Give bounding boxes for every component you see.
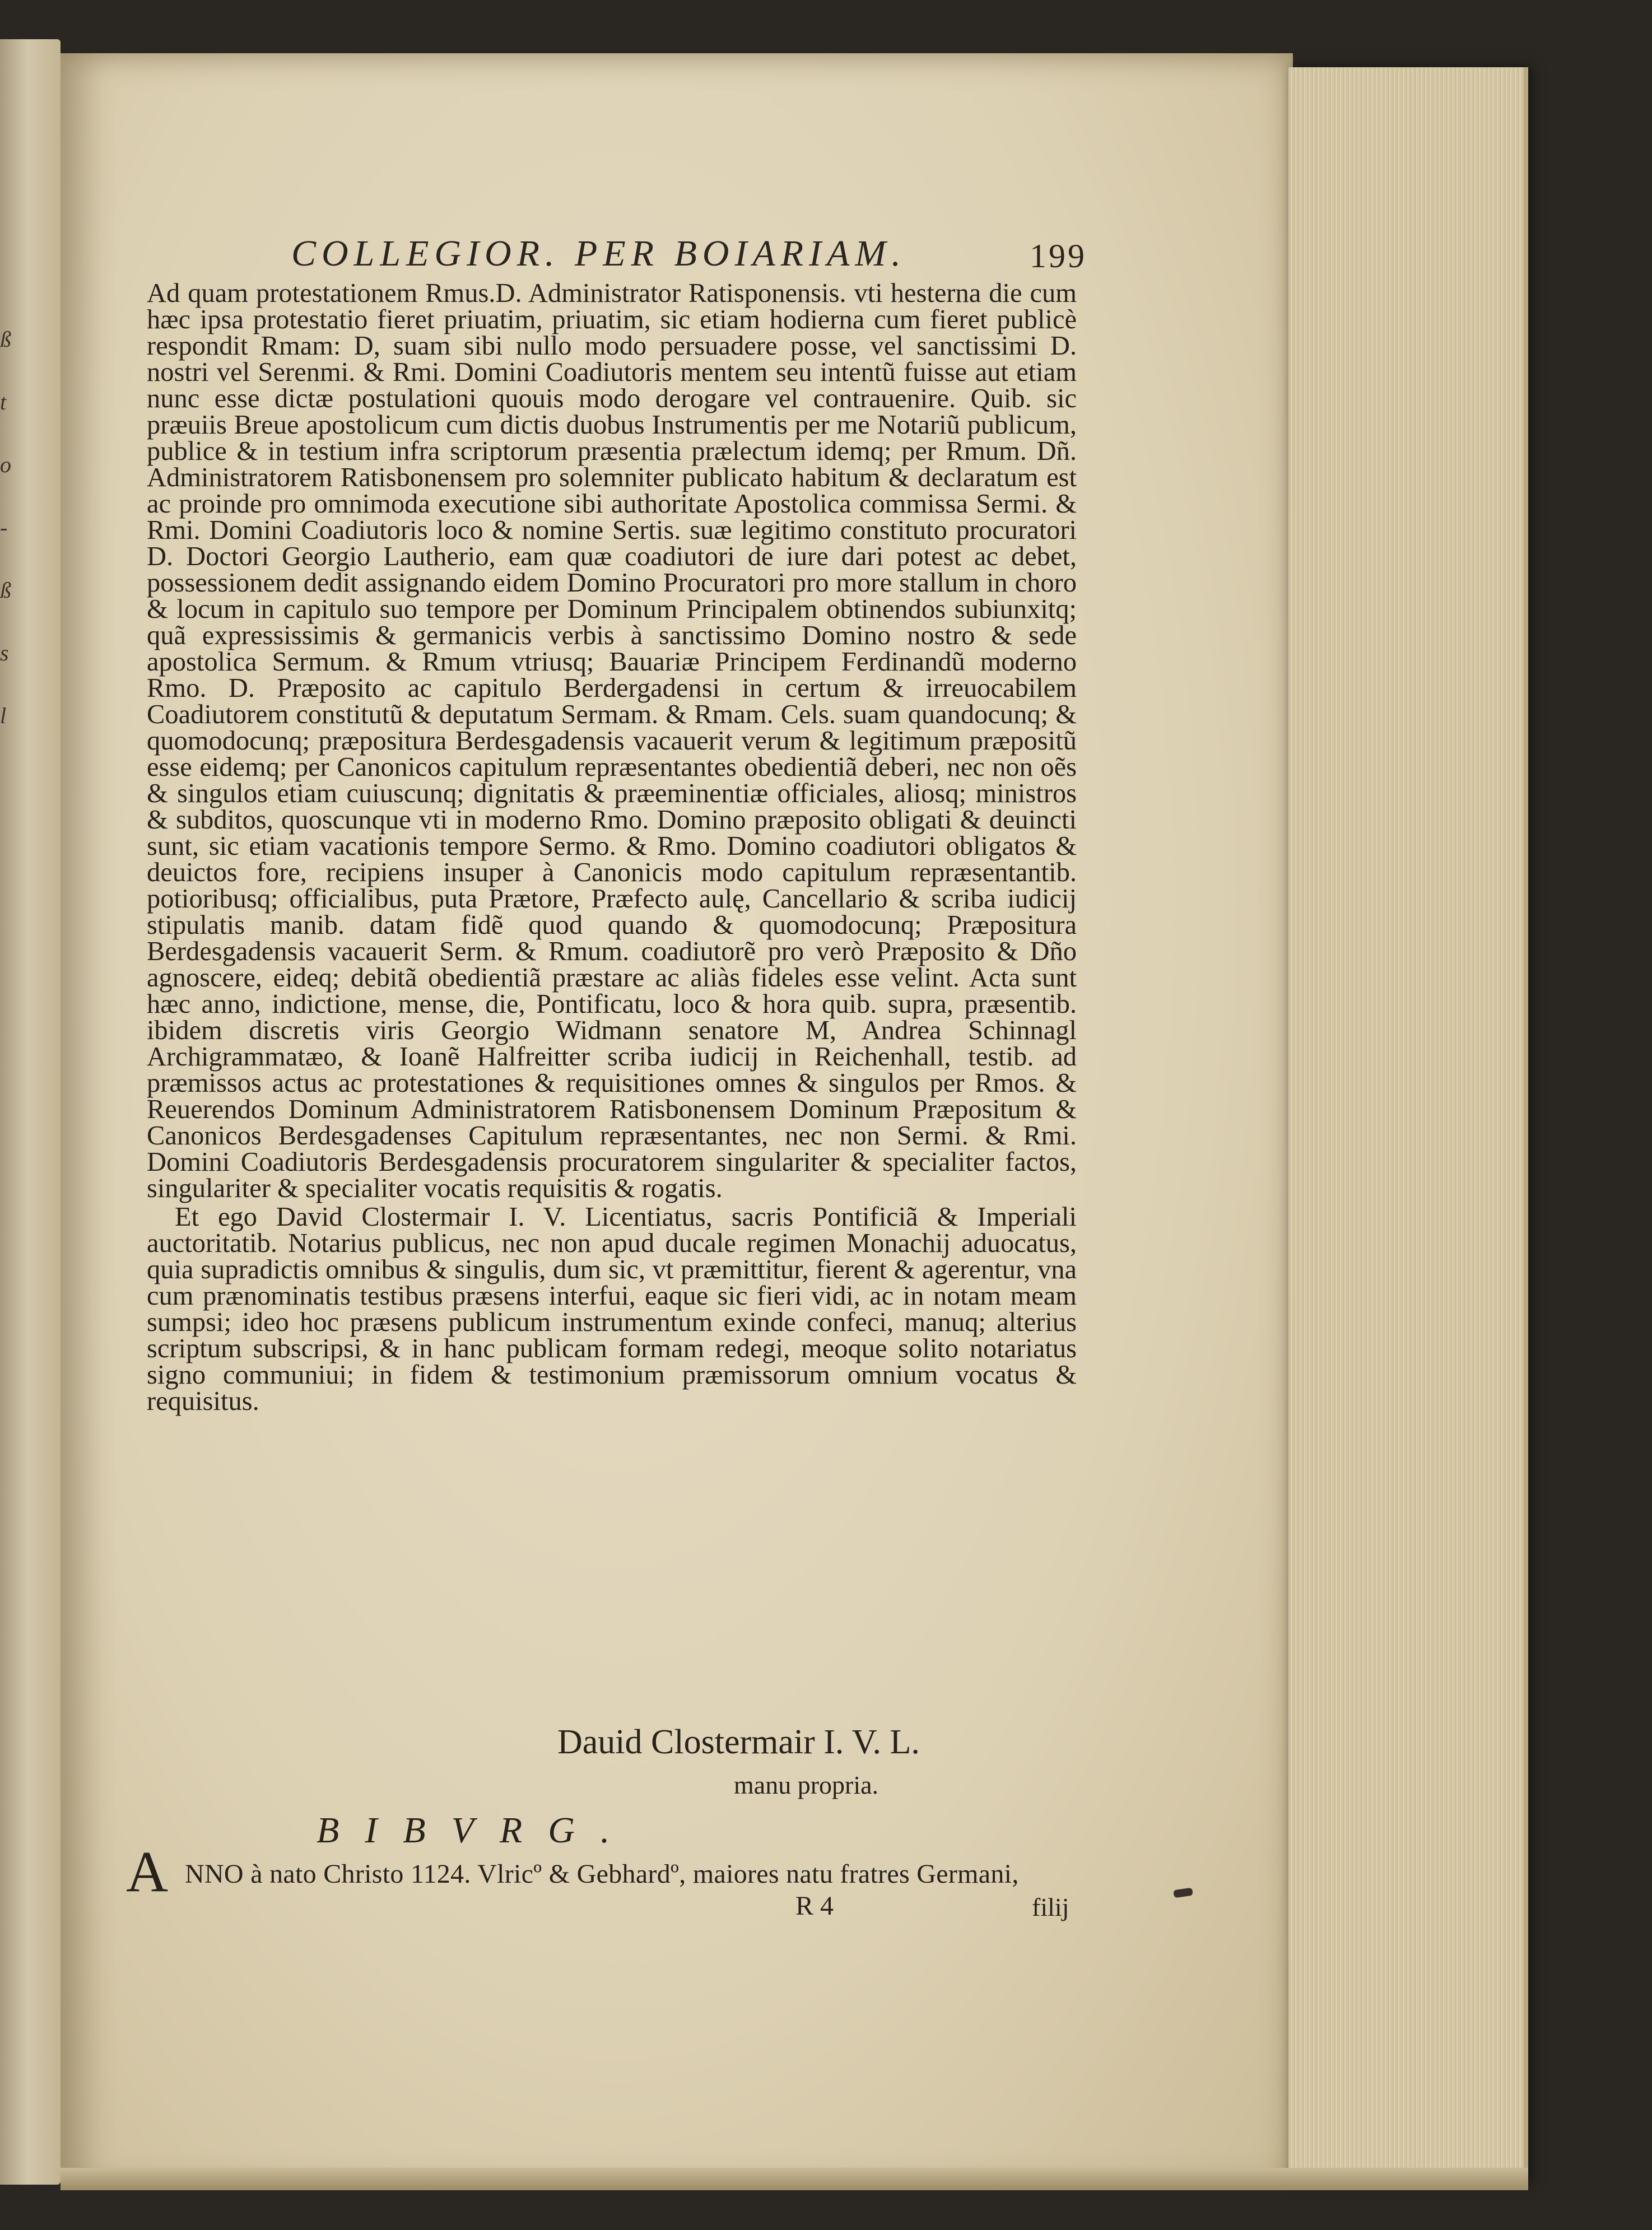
left-fragment: o xyxy=(0,452,11,477)
left-page-fragments xyxy=(0,308,17,747)
left-fragment: s xyxy=(0,640,9,665)
section-heading: BIBVRG. xyxy=(317,1810,636,1851)
signature-note: manu propria. xyxy=(734,1771,879,1799)
notary-signature: Dauid Clostermair I. V. L. xyxy=(557,1723,920,1761)
running-title: COLLEGIOR. PER BOIARIAM. xyxy=(291,233,906,274)
left-page-edge xyxy=(0,39,61,2185)
paragraph-1: Ad quam protestationem Rmus.D. Administrator Ratisponensis. vti hesterna die cum hæc ipsa protestatio fieret priuatim, priuatim, sic etiam hodierna cum fieret publicè respondit Rmam: D, suam sibi nullo modo persuadere posse, vel sanctissimi D. nostri vel Serenmi. & Rmi. Domini Coadiutoris mentem seu intentũ fuisse aut etiam nunc esse dictæ postulationi quouis modo derogare vel contrauenire. Quib. sic præuiis Breue apostolicum cum dictis duobus Instrumentis per me Notariũ publicum, publice & in testium infra scriptorum præsentia prælectum idemq; per Rmum. Dñ. Administratorem Ratisbonensem pro solemniter publicato habitum & declaratum est ac proinde pro omnimoda executione sibi authoritate Apostolica commissa Sermi. & Rmi. Domini Coadiutoris loco & nomine Sertis. suæ legitimo constituto procuratori D. Doctori Georgio Lautherio, eam quæ coadiutori de iure dari potest ac debet, possessionem dedit assignando eidem Domino Procuratori pro more stallum in choro & locum in capitulo suo tempore per Dominum Principalem obtinendos subiunxitq; quã expressissimis & germanicis verbis à sanctissimo Domino nostro & sede apostolica Sermum. & Rmum vtriusq; Bauariæ Principem Ferdinandũ moderno Rmo. D. Præposito ac capitulo Berdergadensi in certum & irreuocabilem Coadiutorem constitutũ & deputatum Sermam. & Rmam. Cels. suam quandocunq; & quomodocunq; præpositura Berdesgadensis vacauerit verum & legitimum præpositũ esse eidemq; per Canonicos capitulum repræsentantes obedientiã deberi, nec non oẽs & singulos etiam cuiuscunq; dignitatis & præeminentiæ officiales, aliosq; ministros & subditos, quoscunque vti in moderno Rmo. Domino præposito obligati & deuincti sunt, sic etiam vacationis tempore Sermo. & Rmo. Domino coadiutori obligatos & deuictos fore, recipiens insuper à Canonicis modo capitulum repræsentantib. potioribusq; officialibus, puta Prætore, Præfecto aulę, Cancellario & scriba iudicij stipulatis manib. datam fidẽ quod quando & quomodocunq; Præpositura Berdesgadensis vacauerit Serm. & Rmum. coadiutorẽ pro verò Præposito & Dño agnoscere, eideq; debitã obedientiã præstare ac aliàs fideles esse velint. Acta sunt hæc anno, indictione, mense, die, Pontificatu, loco & hora quib. supra, præsentib. ibidem discretis viris Georgio Widmann senatore M, Andrea Schinnagl Archigrammatæo, & Ioanẽ Halfreitter scriba iudicij in Reichenhall, testib. ad præmissos actus ac protestationes & requisitiones omnes & singulos per Rmos. & Reuerendos Dominum Administratorem Ratisbonensem Dominum Præpositum & Canonicos Berdesgadenses Capitulum repræsentantes, nec non Sermi. & Rmi. Domini Coadiutoris Berdesgadensis procuratorem singulariter & specialiter factos, singulariter & specialiter vocatis requisitis & rogatis. xyxy=(147,278,1077,1203)
paragraph-2: Et ego David Clostermair I. V. Licentiatus, sacris Pontificiã & Imperiali auctoritatib. Notarius publicus, nec non apud ducale regimen Monachij aduocatus, quia supradictis omnibus & singulis, dum sic, vt præmittitur, fierent & agerentur, vna cum prænominatis testibus præsens interfui, eaque sic fieri vidi, ac in notam meam sumpsi; ideo hoc præsens publicum instrumentum exinde confeci, manuq; alterius scriptum subscripsi, & in hanc publicam formam redegi, meoque solito notariatus signo communiui; in fidem & testimonium præmissorum omnium vocatus & requisitus. xyxy=(147,1202,1077,1416)
folio-number: 199 xyxy=(1030,238,1087,274)
page-block-edge xyxy=(1288,67,1528,2185)
left-fragment: t xyxy=(0,389,7,415)
left-fragment: l xyxy=(0,703,7,728)
catchword: filij xyxy=(1032,1893,1069,1921)
main-text-block xyxy=(147,280,1077,1414)
left-fragment: ß xyxy=(0,578,11,603)
left-fragment: ß xyxy=(0,327,11,352)
signature-mark: R 4 xyxy=(795,1891,834,1921)
page-bottom-edge xyxy=(61,2168,1528,2190)
running-header xyxy=(291,232,1087,277)
section-first-line: NNO à nato Christo 1124. Vlricº & Gebhardº, maiores natu fratres Germani, xyxy=(185,1859,1019,1889)
left-fragment: - xyxy=(0,515,8,540)
drop-cap: A xyxy=(126,1840,169,1904)
